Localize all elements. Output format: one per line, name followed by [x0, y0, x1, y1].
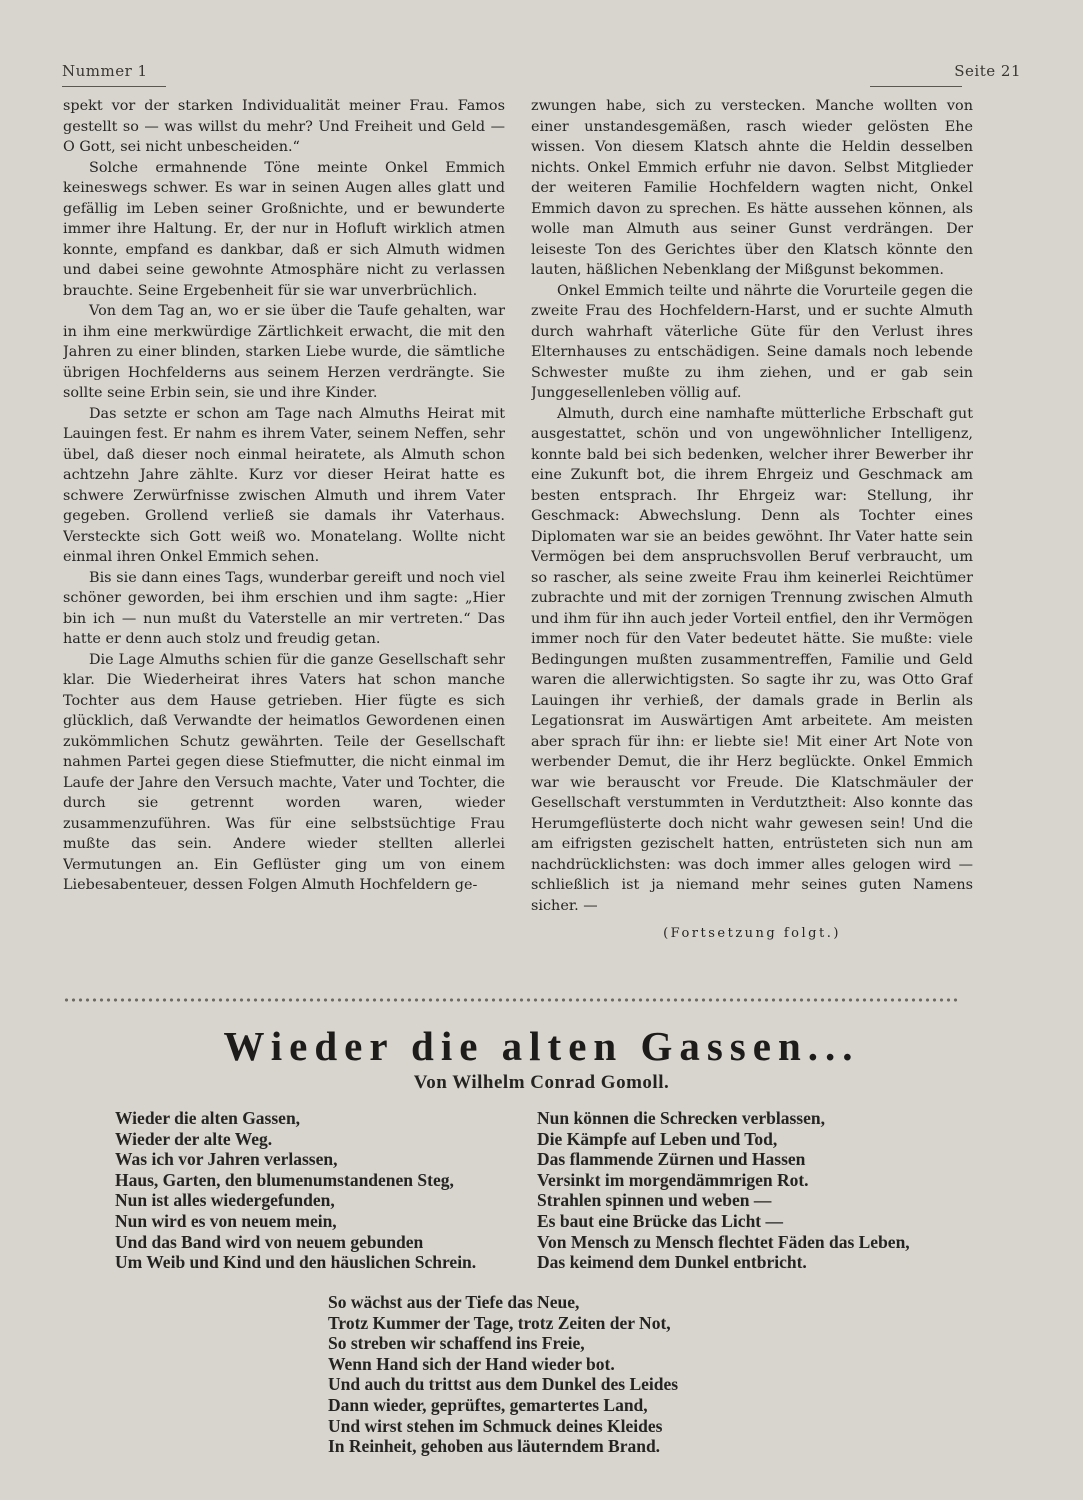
- poem-line: Um Weib und Kind und den häuslichen Schrein.: [115, 1252, 477, 1273]
- ornamental-divider: [63, 996, 961, 1004]
- running-header-issue-number: Nummer 1: [62, 62, 148, 80]
- poem-line: Die Kämpfe auf Leben und Tod,: [537, 1128, 778, 1149]
- story-paragraph: Das setzte er schon am Tage nach Almuths Heirat mit Lauingen fest. Er nahm es ihrem Vater, seinem Neffen, sehr übel, daß dieser noch einmal heiratete, als Almuth schon achtzehn Jahre zählte. Kurz vor dieser Heirat hatte es schwere Zerwürfnisse zwischen Almuth und ihrem Vater gegeben. Grollend verließ sie damals ihr Vaterhaus. Versteckte sich Gott weiß wo. Monatelang. Wollte nicht einmal ihren Onkel Emmich sehen.: [63, 405, 505, 565]
- story-column-right: [531, 96, 973, 988]
- poem-line: Nun ist alles wiedergefunden,: [115, 1190, 335, 1211]
- poem-line: Und das Band wird von neuem gebunden: [115, 1231, 424, 1252]
- poem-line: Nun wird es von neuem mein,: [115, 1210, 337, 1231]
- poem-line: Nun können die Schrecken verblassen,: [537, 1108, 825, 1128]
- poem-line: Was ich vor Jahren verlassen,: [115, 1149, 338, 1170]
- poem-line: Dann wieder, geprüftes, gemartertes Land,: [328, 1394, 648, 1415]
- poem-line: Wieder der alte Weg.: [115, 1128, 273, 1149]
- to-be-continued-note: (Fortsetzung folgt.): [663, 926, 841, 941]
- poem-line: So streben wir schaffend ins Freie,: [328, 1333, 585, 1354]
- poem-title: Wieder die alten Gassen...: [223, 1023, 860, 1069]
- story-paragraph: Bis sie dann eines Tags, wunderbar gereift und noch viel schöner geworden, bei ihm erschien und ihm sagte: „Hier bin ich — nun mußt du Vaterstelle an mir vertreten.“ Das hatte er denn auch stolz und freudig getan.: [63, 569, 505, 647]
- poem-line: Von Mensch zu Mensch flechtet Fäden das Leben,: [537, 1231, 910, 1252]
- story-paragraph: Onkel Emmich teilte und nährte die Vorurteile gegen die zweite Frau des Hochfeldern-Harst, und er suchte Almuth durch wahrhaft väterliche Güte für den Verlust ihres Elternhauses zu entschädigen. Seine damals noch lebende Schwester mußte zu ihm ziehen, und er gab sein Junggesellenleben völlig auf.: [531, 282, 973, 401]
- poem-line: Haus, Garten, den blumenumstandenen Steg,: [115, 1169, 454, 1190]
- poem-line: Und auch du trittst aus dem Dunkel des Leides: [328, 1374, 679, 1395]
- header-rule-right: [870, 86, 962, 87]
- poem-line: Das flammende Zürnen und Hassen: [537, 1149, 806, 1170]
- story-paragraph: Almuth, durch eine namhafte mütterliche Erbschaft gut ausgestattet, schön und von ungewöhnlicher Intelligenz, konnte bald bei sich bedenken, welcher ihrer Bewerber ihr eine Zukunft bot, die ihrem Ehrgeiz und Geschmack am besten entsprach. Ihr Ehrgeiz war: Stellung, ihr Geschmack: Abwechslung. Denn als Tochter eines Diplomaten war sie an beides gewöhnt. Ihr Vater hatte sein Vermögen bei dem anspruchsvollen Beruf verbraucht, um so rascher, als seine zweite Frau ihm keinerlei Reichtümer zubrachte und mit der zornigen Trennung zwischen Almuth und ihm für ihn auch jeder Vorteil entfiel, den ihr Vermögen immer noch für den Vater bedeutet hätte. Sie mußte: viele Bedingungen mußten zusammentreffen, Familie und Geld waren die allerwichtigsten. So sagte ihr zu, was Otto Graf Lauingen ihr verhieß, der damals grade in Berlin als Legationsrat im Auswärtigen Amt arbeitete. Am meisten aber sprach für ihn: er liebte sie! Mit einer Art Note von werbender Demut, die ihr Herz beglückte. Onkel Emmich war wie berauscht vor Freude. Die Klatschmäuler der Gesellschaft verstummten in Verdutztheit: Also konnte das Herumgeflüsterte doch nicht wahr gewesen sein! Und die am eifrigsten gezischelt hatten, entrüsteten sich nun am nachdrücklichsten: was doch immer alles gelogen wird — schließlich ist ja niemand mehr seines guten Namens sicher. —: [531, 405, 973, 914]
- poem-line: So wächst aus der Tiefe das Neue,: [328, 1292, 580, 1312]
- poem-line: Strahlen spinnen und weben —: [537, 1190, 772, 1211]
- poem-author: Von Wilhelm Conrad Gomoll.: [413, 1072, 670, 1093]
- story-column-left: [63, 96, 505, 988]
- poem-line: Es baut eine Brücke das Licht —: [537, 1210, 783, 1231]
- poem-line: Versinkt im morgendämmrigen Rot.: [537, 1169, 809, 1190]
- poem-line: In Reinheit, gehoben aus läuterndem Brand.: [328, 1436, 661, 1457]
- running-header-page-number: Seite 21: [954, 62, 1021, 80]
- header-rule-left: [62, 86, 166, 87]
- poem-line: Und wirst stehen im Schmuck deines Kleides: [328, 1415, 663, 1436]
- story-paragraph: zwungen habe, sich zu verstecken. Manche wollten von einer unstandesgemäßen, rasch wieder gelösten Ehe wissen. Von diesem Klatsch ahnte die Heldin desselben nichts. Onkel Emmich erfuhr nie davon. Selbst Mitglieder der weiteren Familie Hochfeldern wagten nicht, Onkel Emmich davon zu sprechen. Es hätte aussehen können, als wolle man Almuth aus seiner Gunst verdrängen. Der leiseste Ton des Gerichtes über den Klatsch könnte den lauten, häßlichen Nebenklang der Mißgunst bekommen.: [531, 98, 973, 278]
- story-paragraph: Die Lage Almuths schien für die ganze Gesellschaft sehr klar. Die Wiederheirat ihres Vaters hat schon manche Tochter aus dem Hause getrieben. Hier fügte es sich glücklich, daß Verwandte der heimatlos Gewordenen einen zukömmlichen Schutz gewährten. Teile der Gesellschaft nahmen Partei gegen diese Stiefmutter, die nicht einmal im Laufe der Jahre den Versuch machte, Vater und Tochter, die durch sie getrennt worden waren, wieder zusammenzuführen. Was für eine selbstsüchtige Frau mußte das sein. Andere wieder stellten allerlei Vermutungen an. Ein Geflüster ging um von einem Liebesabenteuer, dessen Folgen Almuth Hochfeldern ge-: [63, 651, 505, 893]
- story-paragraph: Solche ermahnende Töne meinte Onkel Emmich keineswegs schwer. Es war in seinen Augen alles glatt und gefällig im Leben seiner Großnichte, und er bewunderte immer ihre Haltung. Er, der nur in Hofluft wirklich atmen konnte, empfand es dankbar, daß er sich Almuth widmen und dabei seine gewohnte Atmosphäre nicht zu verlassen brauchte. Seine Ergebenheit für sie war unverbrüchlich.: [63, 159, 505, 299]
- poem-line: Trotz Kummer der Tage, trotz Zeiten der Not,: [328, 1312, 671, 1333]
- poem-stanza-1: [115, 1108, 476, 1273]
- story-paragraph: Von dem Tag an, wo er sie über die Taufe gehalten, war in ihm eine merkwürdige Zärtlichkeit erwacht, die mit den Jahren zu einer blinden, starken Liebe wurde, die sämtliche übrigen Hochfelderns aus seinem Herzen verdrängte. Sie sollte seine Erbin sein, sie und ihre Kinder.: [63, 303, 505, 401]
- poem-line: Wenn Hand sich der Hand wieder bot.: [328, 1353, 615, 1374]
- poem-stanza-2: [537, 1108, 910, 1273]
- poem-stanza-3: [328, 1292, 678, 1457]
- story-paragraph: spekt vor der starken Individualität meiner Frau. Famos gestellt so — was willst du mehr? Und Freiheit und Geld — O Gott, sei nicht unbescheiden.“: [63, 98, 505, 155]
- poem-line: Wieder die alten Gassen,: [115, 1108, 301, 1128]
- poem-line: Das keimend dem Dunkel entbricht.: [537, 1252, 807, 1273]
